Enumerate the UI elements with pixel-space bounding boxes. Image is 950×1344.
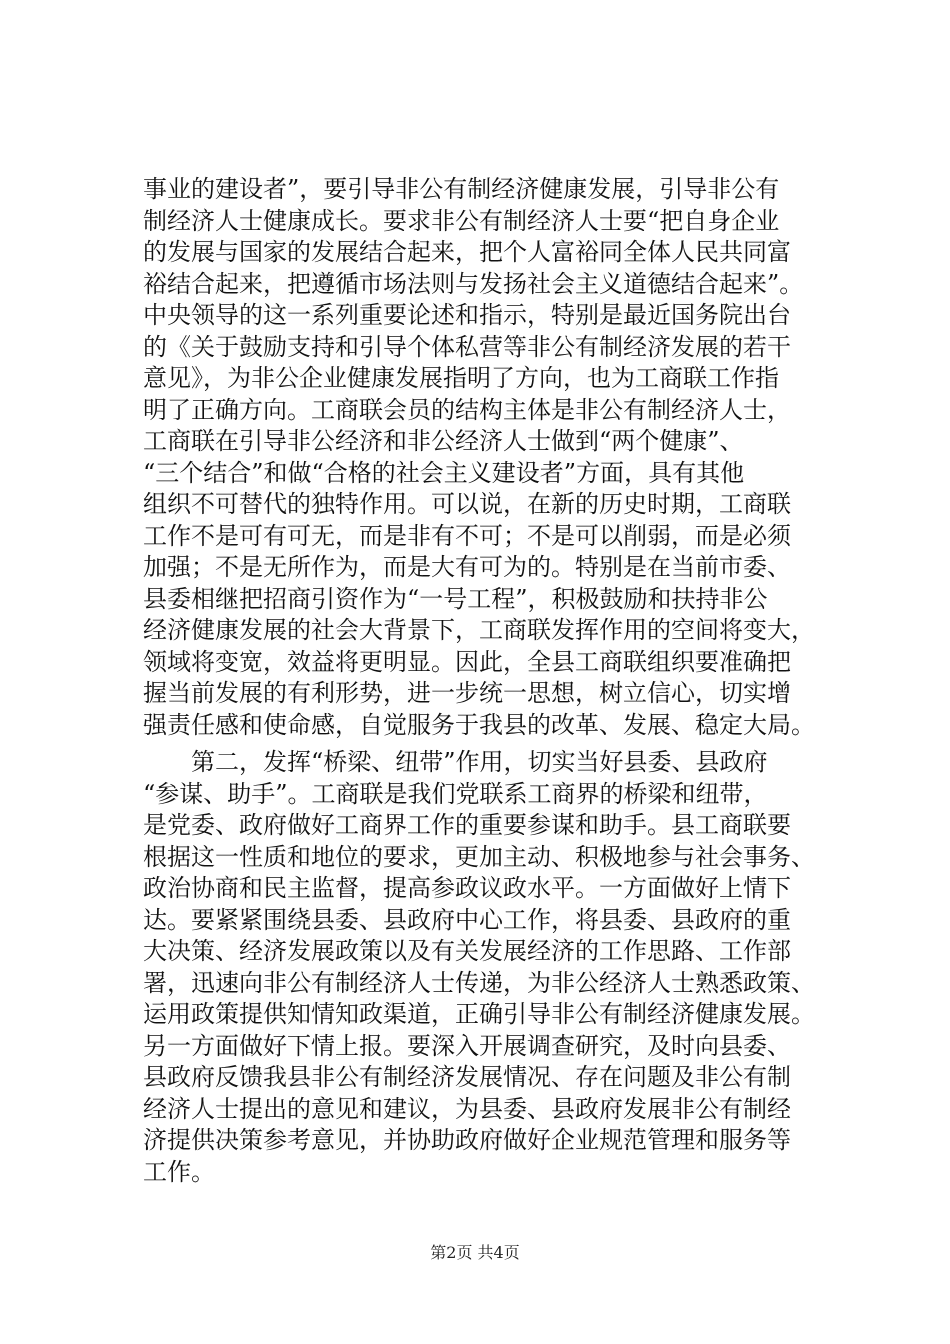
text-line: 握当前发展的有利形势，进一步统一思想，树立信心，切实增 [143,679,791,707]
text-line: 事业的建设者”，要引导非公有制经济健康发展，引导非公有 [143,175,780,203]
text-line: 工作。 [143,1157,215,1186]
paragraph-1 [143,174,823,741]
text-line: “参谋、助手”。工商联是我们党联系工商界的桥梁和纽带， [143,779,768,808]
text-line: 裕结合起来，把遵循市场法则与发扬社会主义道德结合起来”。 [143,269,804,298]
text-line: 大决策、经济发展政策以及有关发展经济的工作思路、工作部 [143,937,791,965]
text-line: “三个结合”和做“合格的社会主义建设者”方面，具有其他 [143,458,745,487]
text-line: 运用政策提供知情知政渠道，正确引导非公有制经济健康发展。 [143,1000,815,1028]
text-line: 组织不可替代的独特作用。可以说，在新的历史时期，工商联 [143,490,791,518]
text-line: 济提供决策参考意见，并协助政府做好企业规范管理和服务等 [143,1126,791,1154]
text-line: 工作不是可有可无，而是非有不可；不是可以削弱，而是必须 [143,521,791,550]
text-line: 达。要紧紧围绕县委、县政府中心工作，将县委、县政府的重 [143,905,791,934]
text-line: 的《关于鼓励支持和引导个体私营等非公有制经济发展的若干 [143,332,791,361]
text-line: 县委相继把招商引资作为“一号工程”，积极鼓励和扶持非公 [143,584,768,613]
text-line: 工商联在引导非公经济和非公经济人士做到“两个健康”、 [143,427,744,455]
text-line: 县政府反馈我县非公有制经济发展情况、存在问题及非公有制 [143,1063,791,1091]
text-line: 第二，发挥“桥梁、纽带”作用，切实当好县委、县政府 [143,748,768,776]
text-line: 经济健康发展的社会大背景下，工商联发挥作用的空间将变大， [143,616,815,644]
page-footer: 第2页 共4页 [430,1243,520,1262]
paragraph-2 [143,747,823,1188]
text-line: 明了正确方向。工商联会员的结构主体是非公有制经济人士， [143,395,791,424]
text-line: 经济人士提出的意见和建议，为县委、县政府发展非公有制经 [143,1094,791,1123]
text-line: 领域将变宽，效益将更明显。因此，全县工商联组织要准确把 [143,647,791,676]
text-line: 意见》，为非公企业健康发展指明了方向，也为工商联工作指 [143,364,779,392]
text-line: 另一方面做好下情上报。要深入开展调查研究，及时向县委、 [143,1031,791,1060]
text-line: 中央领导的这一系列重要论述和指示，特别是最近国务院出台 [143,301,791,329]
text-line: 制经济人士健康成长。要求非公有制经济人士要“把自身企业 [143,206,780,235]
text-line: 署，迅速向非公有制经济人士传递，为非公经济人士熟悉政策、 [143,968,815,997]
text-line: 政治协商和民主监督，提高参政议政水平。一方面做好上情下 [143,874,791,902]
text-line: 根据这一性质和地位的要求，更加主动、积极地参与社会事务、 [143,842,815,871]
text-line: 是党委、政府做好工商界工作的重要参谋和助手。县工商联要 [143,811,791,839]
text-line: 加强；不是无所作为，而是大有可为的。特别是在当前市委、 [143,553,791,581]
text-line: 的发展与国家的发展结合起来，把个人富裕同全体人民共同富 [143,238,791,266]
text-line: 强责任感和使命感，自觉服务于我县的改革、发展、稳定大局。 [143,710,815,739]
